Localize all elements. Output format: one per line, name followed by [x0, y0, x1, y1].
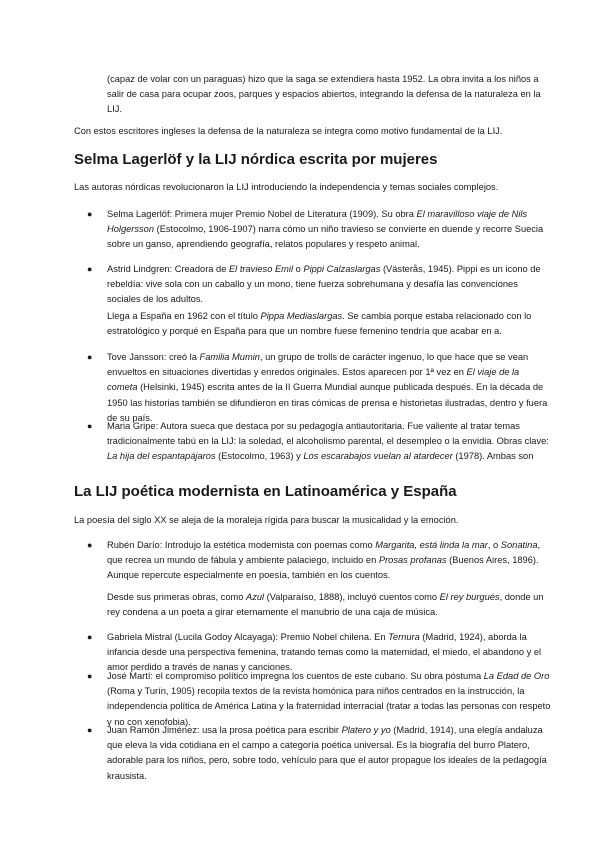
list-item-mistral: Gabriela Mistral (Lucila Godoy Alcayaga): Premio Nobel chilena. En Ternura (Madrid, 1924), aborda la infancia desde una perspectiva femenina, tratando temas como la maternidad, el miedo, el abandono y el amor perdido a través de nanas y canciones. — [107, 632, 542, 673]
list-item-lagerlof: Selma Lagerlöf: Primera mujer Premio Nobel de Literatura (1909). Su obra El maravilloso viaje de Nils Holgersson (Estocolmo, 1906-1907) narra cómo un niño travieso se convierte en duende y recorre Suecia sobre un ganso, aprendiendo geografía, relatos populares y respeto animal. — [107, 209, 544, 250]
list-item-jansson: Tove Jansson: creó la Familia Mumin, un grupo de trolls de carácter ingenuo, lo que hace que se vean envueltos en situaciones divertidas y enredos originales. Estos aparecen por 1ª vez en El viaje de la cometa (Helsinki, 1945) escrita antes de la II Guerra Mundial aunque publicada después. En la década de 1950 las historias también se difundieron en tiras cómicas de prensa e historietas ilustradas, dentro y fuera de su país. — [107, 352, 548, 423]
bullet: ● — [87, 352, 93, 362]
bullet: ● — [87, 264, 93, 274]
list-item-jimenez: Juan Ramón Jiménez: usa la prosa poética para escribir Platero y yo (Madrid, 1914), una elegía andaluza que eleva la vida cotidiana en el campo a categoría poética universal. Es la biografía del burro Platero, adorable para los niños, pero, sobre todo, vehículo para que el autor propague los ideales de la pedagogía krausista. — [107, 725, 547, 781]
paragraph-continuation: (capaz de volar con un paraguas) hizo que la saga se extendiera hasta 1952. La obra invita a los niños a salir de casa para ocupar zoos, parques y espacios abiertos, integrando la defensa de la naturaleza en la LIJ. — [107, 74, 541, 115]
heading-nordic: Selma Lagerlöf y la LIJ nórdica escrita por mujeres — [74, 151, 438, 168]
bullet: ● — [87, 632, 93, 642]
list-item-gripe: Maria Gripe: Autora sueca que destaca por su pedagogía antiautoritaria. Fue valiente al tratar temas tradicionalmente tabú en la LIJ: la soledad, el alcoholismo parental, el desempleo o la envidia. Obras clave: La hija del espantapájaros (Estocolmo, 1963) y Los escarabajos vuelan al atardecer (1978). Ambas son — [107, 421, 549, 462]
heading-modernist: La LIJ poética modernista en Latinoamérica y España — [74, 483, 457, 500]
bullet: ● — [87, 540, 93, 550]
bullet: ● — [87, 725, 93, 735]
paragraph-summary: Con estos escritores ingleses la defensa de la naturaleza se integra como motivo fundamental de la LIJ. — [74, 126, 503, 136]
bullet: ● — [87, 209, 93, 219]
list-item-marti: José Martí: el compromiso político impregna los cuentos de este cubano. Su obra póstuma La Edad de Oro (Roma y Turín, 1905) recopila textos de la revista homónica para niños centrados en la instrucción, la independencia política de América Latina y la fraternidad interracial (tratar a todas las personas con respeto y no con xenofobia). — [107, 671, 551, 727]
list-item-dario-note: Desde sus primeras obras, como Azul (Valparaíso, 1888), incluyó cuentos como El rey burgués, donde un rey condena a un poeta a girar eternamente el manubrio de una caja de música. — [107, 592, 544, 618]
bullet: ● — [87, 421, 93, 431]
list-item-lindgren-note: Llega a España en 1962 con el título Pippa Mediaslargas. Se cambia porque estaba relacionado con lo estratológico y porqué en España para que un nombre fuese femenino tendría que acabar en a. — [107, 311, 532, 337]
list-item-lindgren: Astrid Lindgren: Creadora de El travieso Emil o Pippi Calzaslargas (Västerås, 1945). Pippi es un icono de rebeldía: vive sola con un caballo y un mono, tiene fuerza sobrehumana y desafía las convenciones sociales de los adultos. — [107, 264, 541, 305]
paragraph-nordic-intro: Las autoras nórdicas revolucionaron la LIJ introduciendo la independencia y temas sociales complejos. — [74, 182, 499, 192]
paragraph-modernist-intro: La poesía del siglo XX se aleja de la moraleja rígida para buscar la musicalidad y la emoción. — [74, 515, 459, 525]
list-item-dario: Rubén Darío: Introdujo la estética modernista con poemas como Margarita, está linda la mar, o Sonatina, que recrea un mundo de fábula y ambiente palaciego, incluido en Prosas profanas (Buenos Aires, 1896). Aunque repercute especialmente en poesía, también en los cuentos. — [107, 540, 541, 581]
bullet: ● — [87, 671, 93, 681]
